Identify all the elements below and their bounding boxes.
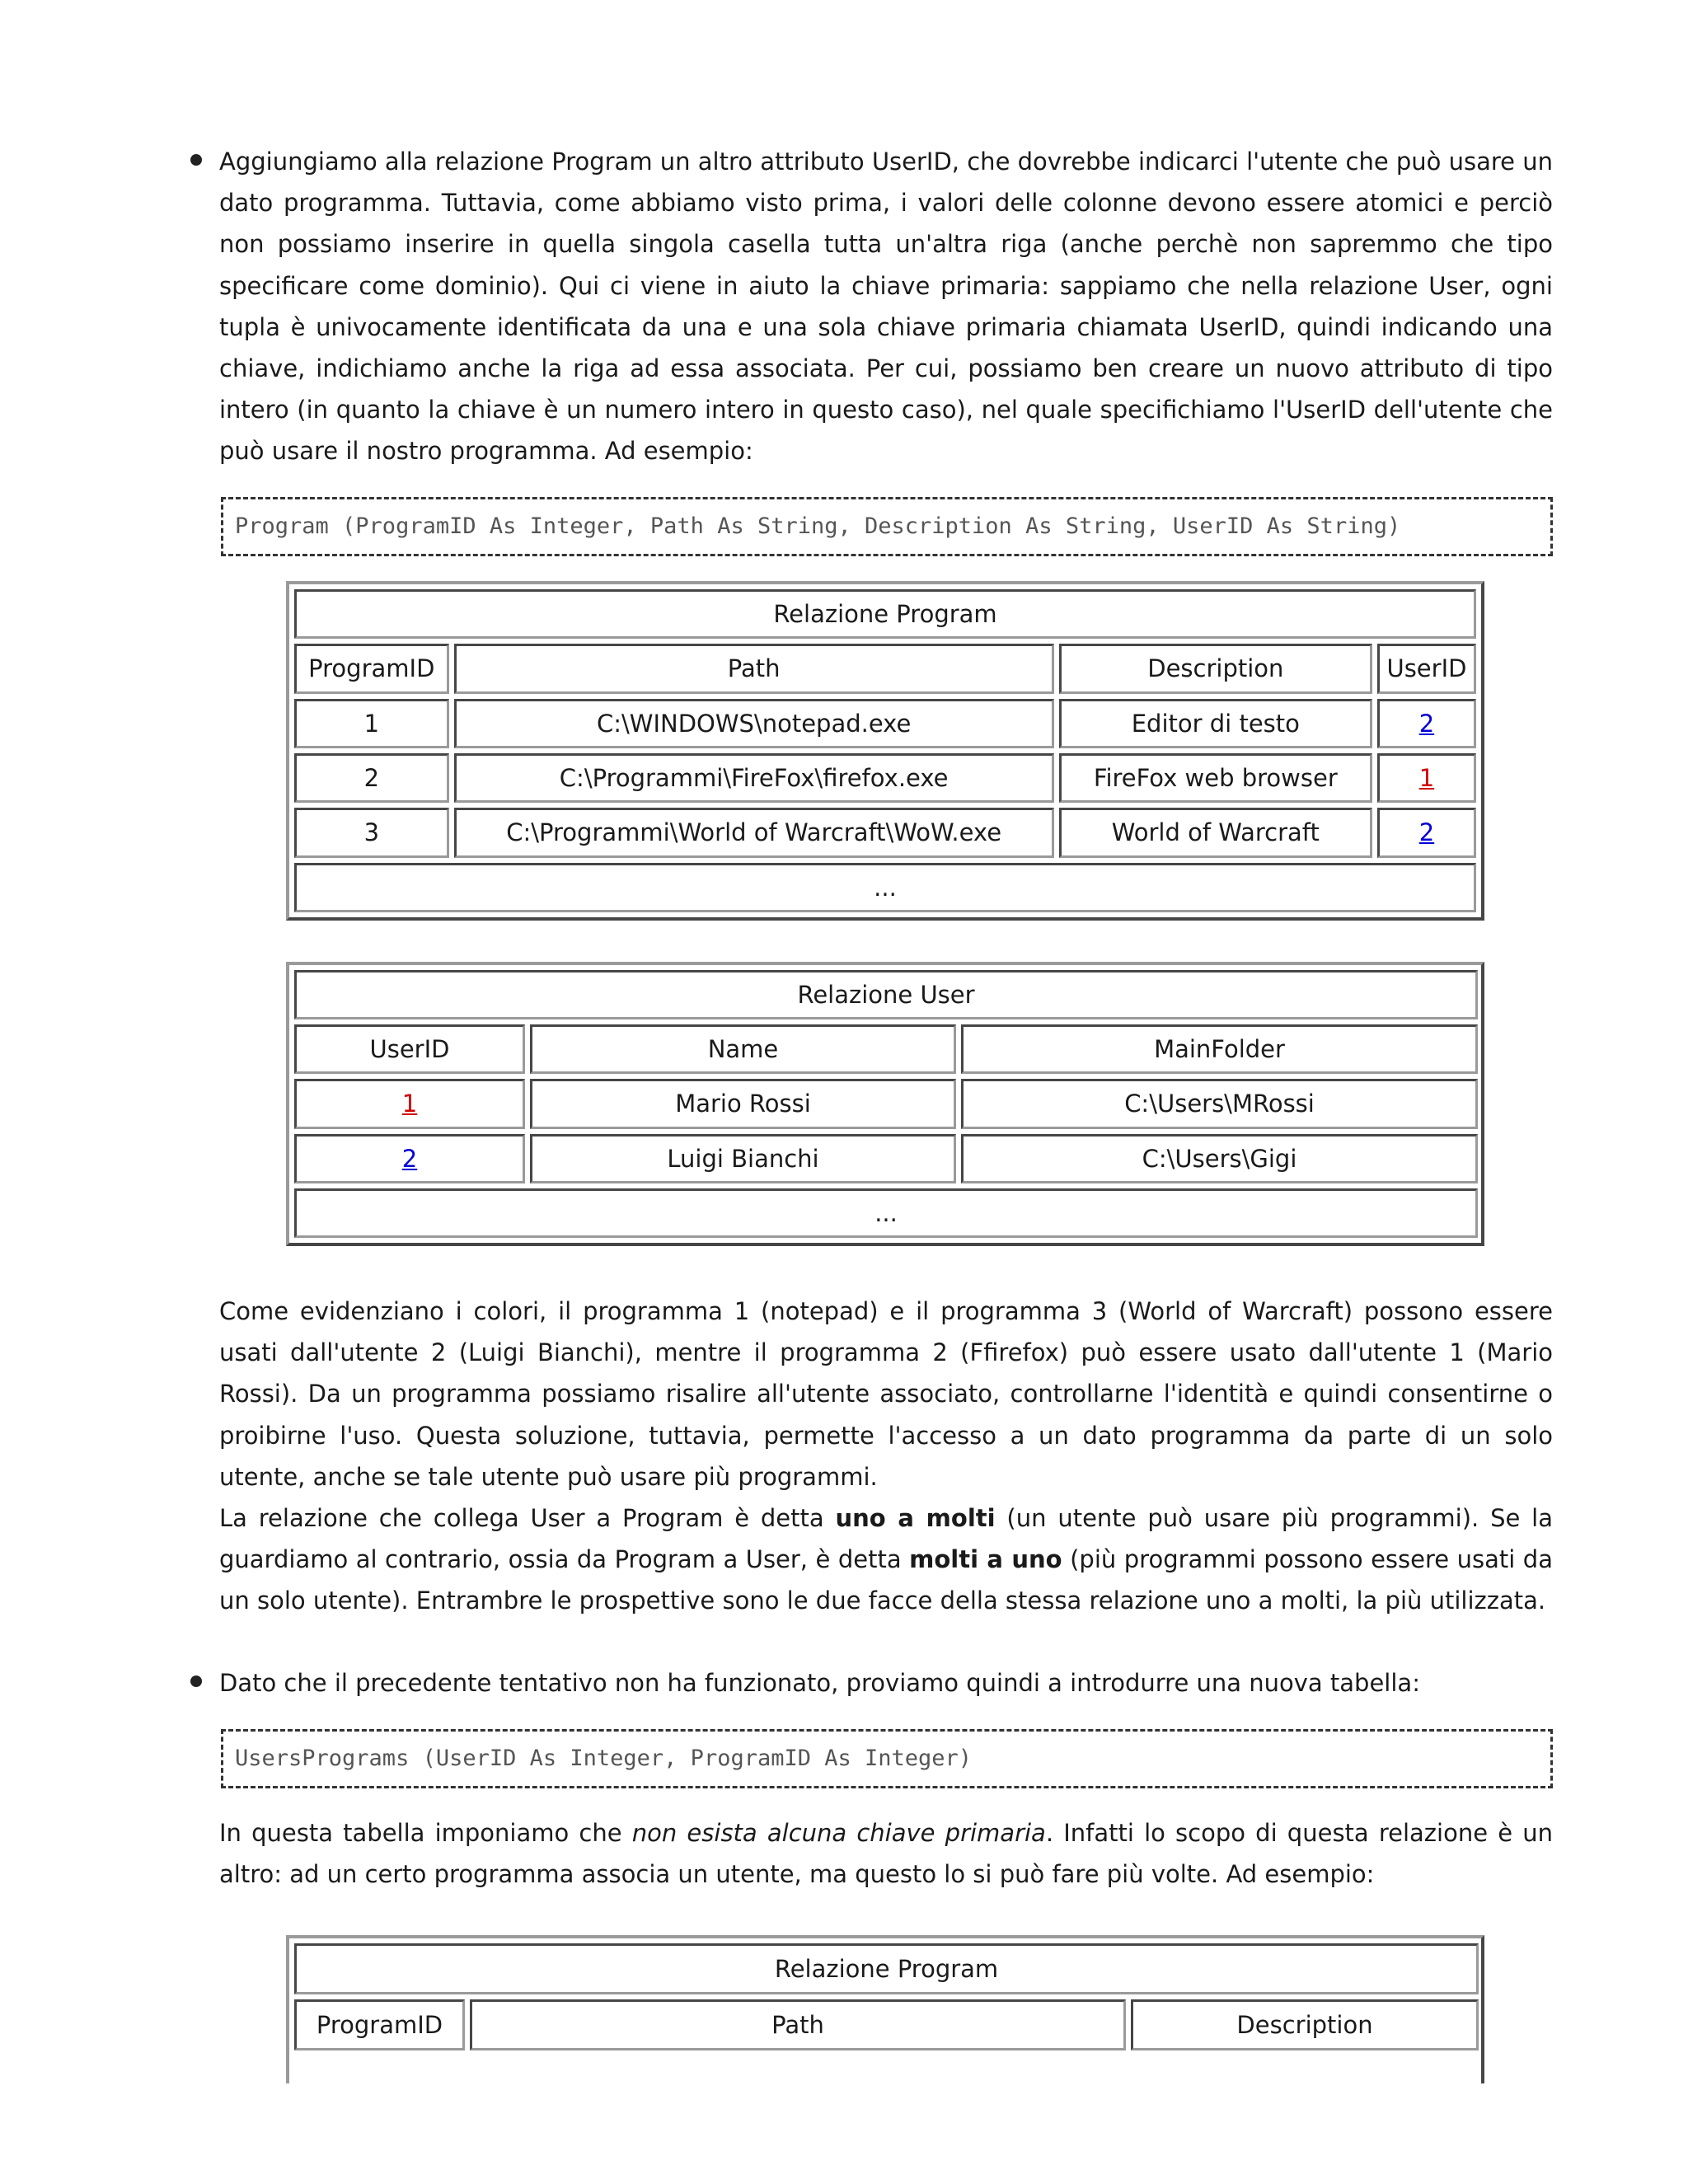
text-span: La relazione che collega User a Program è detta: [219, 1504, 836, 1532]
program-id-cell: 2: [294, 753, 449, 803]
user-mainfolder-cell: C:\Users\MRossi: [961, 1079, 1478, 1128]
bold-term: molti a uno: [909, 1545, 1062, 1574]
userid-link[interactable]: 1: [1418, 764, 1435, 793]
userid-link[interactable]: 1: [401, 1090, 418, 1118]
text-span: (un utente può usare più programmi). Se la guardiamo al contrario, ossia da Program a User, è detta: [219, 1504, 1553, 1574]
program-table-header: ProgramID: [294, 644, 449, 693]
userid-link[interactable]: 2: [401, 1144, 418, 1173]
program-userid-cell: [1377, 808, 1476, 857]
program-table-header: Path: [454, 644, 1054, 693]
program-table-header: UserID: [1377, 644, 1476, 693]
table-row: [294, 753, 1476, 803]
program-table-title: Relazione Program: [294, 589, 1476, 639]
program-userid-cell: [1377, 753, 1476, 803]
program-table-2-header: Description: [1131, 1999, 1479, 2050]
program-table-2-header: Path: [470, 1999, 1126, 2050]
program-table: [286, 581, 1484, 921]
program-description-cell: FireFox web browser: [1059, 753, 1372, 803]
user-table-header: MainFolder: [961, 1024, 1478, 1074]
user-table-header: Name: [530, 1024, 956, 1074]
user-table-title: Relazione User: [294, 970, 1478, 1019]
table-row: [294, 699, 1476, 748]
user-table: [286, 962, 1484, 1246]
bullet-icon: [190, 154, 202, 166]
program-path-cell: C:\Programmi\World of Warcraft\WoW.exe: [454, 808, 1054, 857]
section2-note-paragraph: [219, 1812, 1553, 1895]
user-table-header: UserID: [294, 1024, 525, 1074]
userid-link[interactable]: 2: [1418, 818, 1435, 847]
usersprograms-schema-code: UsersPrograms (UserID As Integer, ProgramID As Integer): [221, 1729, 1553, 1788]
user-name-cell: Mario Rossi: [530, 1079, 956, 1128]
program-table-2-title: Relazione Program: [294, 1943, 1479, 1994]
user-name-cell: Luigi Bianchi: [530, 1134, 956, 1183]
user-table-ellipsis: ...: [294, 1188, 1478, 1238]
program-id-cell: 3: [294, 808, 449, 857]
program-table-header: Description: [1059, 644, 1372, 693]
program-path-cell: C:\Programmi\FireFox\firefox.exe: [454, 753, 1054, 803]
program-schema-code: Program (ProgramID As Integer, Path As String, Description As String, UserID As String): [221, 497, 1553, 556]
text-span: . Infatti lo scopo di questa relazione è un altro: ad un certo programma associa un utente, ma questo lo si può fare più volte. Ad esempio:: [219, 1819, 1553, 1889]
program-table-2-header: ProgramID: [294, 1999, 465, 2050]
text-span: In questa tabella imponiamo che: [219, 1819, 632, 1847]
userid-link[interactable]: 2: [1418, 709, 1435, 738]
program-userid-cell: [1377, 699, 1476, 748]
explanation-paragraph-1: Come evidenziano i colori, il programma 1 (notepad) e il programma 3 (World of Warcraft) possono essere usati dall'utente 2 (Luigi Bianchi), mentre il programma 2 (Ffirefox) può essere usato dall'utente 1 (Mario Rossi). Da un programma possiamo risalire all'utente associato, controllarne l'identità e quindi consentirne o proibirne l'uso. Questa soluzione, tuttavia, permette l'accesso a un dato programma da parte di un solo utente, anche se tale utente può usare più programmi.: [219, 1297, 1553, 1491]
user-id-cell: [294, 1134, 525, 1183]
bold-term: uno a molti: [835, 1504, 996, 1532]
section2-paragraph: Dato che il precedente tentativo non ha funzionato, proviamo quindi a introdurre una nuova tabella:: [219, 1669, 1420, 1697]
program-table-2: [286, 1935, 1484, 2083]
table-row: [294, 808, 1476, 857]
program-id-cell: 1: [294, 699, 449, 748]
section1-paragraph: Aggiungiamo alla relazione Program un altro attributo UserID, che dovrebbe indicarci l'utente che può usare un dato programma. Tuttavia, come abbiamo visto prima, i valori delle colonne devono essere atomici e perciò non possiamo inserire in quella singola casella tutta un'altra riga (anche perchè non sapremmo che tipo specificare come dominio). Qui ci viene in aiuto la chiave primaria: sappiamo che nella relazione User, ogni tupla è univocamente identificata da una e una sola chiave primaria chiamata UserID, quindi indicando una chiave, indichiamo anche la riga ad essa associata. Per cui, possiamo ben creare un nuovo attributo di tipo intero (in quanto la chiave è un numero intero in questo caso), nel quale specifichiamo l'UserID dell'utente che può usare il nostro programma. Ad esempio:: [219, 148, 1553, 466]
italic-term: non esista alcuna chiave primaria: [631, 1819, 1046, 1847]
table-row: [294, 1134, 1478, 1183]
bullet-icon: [190, 1675, 202, 1687]
user-id-cell: [294, 1079, 525, 1128]
program-path-cell: C:\WINDOWS\notepad.exe: [454, 699, 1054, 748]
table-row: [294, 1079, 1478, 1128]
explanation-paragraph-2: [219, 1497, 1553, 1622]
program-table-ellipsis: ...: [294, 863, 1476, 912]
text-span: (più programmi possono essere usati da un solo utente). Entrambre le prospettive sono le due facce della stessa relazione uno a molti, la più utilizzata.: [219, 1545, 1553, 1615]
program-description-cell: World of Warcraft: [1059, 808, 1372, 857]
user-mainfolder-cell: C:\Users\Gigi: [961, 1134, 1478, 1183]
program-description-cell: Editor di testo: [1059, 699, 1372, 748]
